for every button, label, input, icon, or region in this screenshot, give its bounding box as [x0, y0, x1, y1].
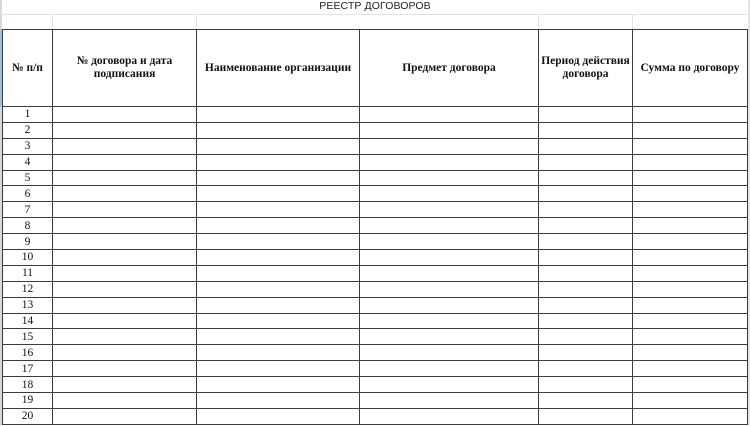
cell-sum[interactable]	[633, 329, 748, 345]
cell-period[interactable]	[539, 186, 633, 202]
table-row	[3, 138, 748, 154]
cell-sum[interactable]	[633, 234, 748, 250]
cell-organization[interactable]	[197, 377, 360, 393]
cell-contract[interactable]	[53, 281, 197, 297]
cell-contract[interactable]	[53, 329, 197, 345]
cell-organization[interactable]	[197, 313, 360, 329]
cell-subject[interactable]	[360, 408, 539, 424]
cell-sum[interactable]	[633, 313, 748, 329]
sheet-title: РЕЕСТР ДОГОВОРОВ	[319, 0, 431, 12]
gridline	[632, 15, 633, 29]
cell-period[interactable]	[539, 265, 633, 281]
cell-organization[interactable]	[197, 234, 360, 250]
header-cell-organization[interactable]: Наименование организации	[197, 30, 360, 107]
table-row	[3, 234, 748, 250]
cell-organization[interactable]	[197, 202, 360, 218]
cell-subject[interactable]	[360, 329, 539, 345]
cell-contract[interactable]	[53, 408, 197, 424]
header-cell-number[interactable]: № п/п	[3, 30, 53, 107]
cell-sum[interactable]	[633, 202, 748, 218]
cell-sum[interactable]	[633, 345, 748, 361]
cell-subject[interactable]	[360, 377, 539, 393]
table-row	[3, 297, 748, 313]
cell-subject[interactable]	[360, 218, 539, 234]
cell-contract[interactable]	[53, 218, 197, 234]
cell-period[interactable]	[539, 408, 633, 424]
cell-subject[interactable]	[360, 361, 539, 377]
cell-period[interactable]	[539, 281, 633, 297]
cell-subject[interactable]	[360, 202, 539, 218]
cell-period[interactable]	[539, 393, 633, 409]
cell-contract[interactable]	[53, 361, 197, 377]
cell-contract[interactable]	[53, 297, 197, 313]
cell-period[interactable]	[539, 138, 633, 154]
table-header-row	[3, 30, 748, 107]
cell-organization[interactable]	[197, 138, 360, 154]
cell-sum[interactable]	[633, 265, 748, 281]
cell-number[interactable]: 8	[3, 218, 53, 234]
table-row	[3, 170, 748, 186]
cell-sum[interactable]	[633, 218, 748, 234]
header-cell-contract[interactable]: № договора и дата подписания	[53, 30, 197, 107]
cell-sum[interactable]	[633, 154, 748, 170]
cell-subject[interactable]	[360, 138, 539, 154]
cell-number[interactable]: 7	[3, 202, 53, 218]
table-row	[3, 377, 748, 393]
cell-sum[interactable]	[633, 393, 748, 409]
cell-period[interactable]	[539, 297, 633, 313]
cell-sum[interactable]	[633, 408, 748, 424]
cell-number[interactable]: 4	[3, 154, 53, 170]
cell-period[interactable]	[539, 107, 633, 123]
cell-sum[interactable]	[633, 122, 748, 138]
cell-contract[interactable]	[53, 345, 197, 361]
cell-period[interactable]	[539, 313, 633, 329]
cell-organization[interactable]	[197, 122, 360, 138]
cell-number[interactable]: 2	[3, 122, 53, 138]
cell-number[interactable]: 20	[3, 408, 53, 424]
cell-sum[interactable]	[633, 186, 748, 202]
gridline	[52, 15, 53, 29]
header-cell-sum[interactable]: Сумма по договору	[633, 30, 748, 107]
blank-row[interactable]	[0, 15, 750, 29]
cell-contract[interactable]	[53, 393, 197, 409]
cell-contract[interactable]	[53, 234, 197, 250]
cell-organization[interactable]	[197, 345, 360, 361]
table-row	[3, 361, 748, 377]
cell-number[interactable]: 6	[3, 186, 53, 202]
cell-number[interactable]: 3	[3, 138, 53, 154]
header-cell-period[interactable]: Период действия договора	[539, 30, 633, 107]
cell-sum[interactable]	[633, 281, 748, 297]
cell-organization[interactable]	[197, 170, 360, 186]
table-row	[3, 281, 748, 297]
cell-contract[interactable]	[53, 202, 197, 218]
table-row	[3, 122, 748, 138]
cell-subject[interactable]	[360, 170, 539, 186]
cell-sum[interactable]	[633, 138, 748, 154]
cell-organization[interactable]	[197, 250, 360, 266]
table-row	[3, 107, 748, 123]
cell-contract[interactable]	[53, 122, 197, 138]
cell-subject[interactable]	[360, 122, 539, 138]
cell-number[interactable]: 15	[3, 329, 53, 345]
cell-number[interactable]: 9	[3, 234, 53, 250]
cell-period[interactable]	[539, 361, 633, 377]
cell-contract[interactable]	[53, 170, 197, 186]
cell-period[interactable]	[539, 250, 633, 266]
table-row	[3, 218, 748, 234]
table-row	[3, 202, 748, 218]
cell-period[interactable]	[539, 122, 633, 138]
contracts-table	[2, 29, 748, 425]
cell-period[interactable]	[539, 377, 633, 393]
cell-organization[interactable]	[197, 281, 360, 297]
cell-number[interactable]: 17	[3, 361, 53, 377]
cell-sum[interactable]	[633, 377, 748, 393]
cell-contract[interactable]	[53, 250, 197, 266]
header-cell-subject[interactable]: Предмет договора	[360, 30, 539, 107]
cell-number[interactable]: 10	[3, 250, 53, 266]
cell-subject[interactable]	[360, 297, 539, 313]
cell-number[interactable]: 12	[3, 281, 53, 297]
cell-subject[interactable]	[360, 186, 539, 202]
cell-period[interactable]	[539, 170, 633, 186]
table-row	[3, 313, 748, 329]
table-row	[3, 393, 748, 409]
cell-subject[interactable]	[360, 281, 539, 297]
cell-number[interactable]: 5	[3, 170, 53, 186]
cell-period[interactable]	[539, 234, 633, 250]
cell-subject[interactable]	[360, 107, 539, 123]
cell-period[interactable]	[539, 345, 633, 361]
cell-organization[interactable]	[197, 265, 360, 281]
cell-subject[interactable]	[360, 313, 539, 329]
cell-period[interactable]	[539, 218, 633, 234]
cell-number[interactable]: 14	[3, 313, 53, 329]
cell-organization[interactable]	[197, 329, 360, 345]
cell-contract[interactable]	[53, 313, 197, 329]
gridline	[538, 15, 539, 29]
cell-contract[interactable]	[53, 154, 197, 170]
cell-number[interactable]: 1	[3, 107, 53, 123]
cell-period[interactable]	[539, 154, 633, 170]
cell-period[interactable]	[539, 329, 633, 345]
cell-sum[interactable]	[633, 170, 748, 186]
cell-sum[interactable]	[633, 361, 748, 377]
cell-sum[interactable]	[633, 107, 748, 123]
cell-subject[interactable]	[360, 154, 539, 170]
cell-organization[interactable]	[197, 393, 360, 409]
cell-number[interactable]: 13	[3, 297, 53, 313]
table-row	[3, 154, 748, 170]
table-row	[3, 408, 748, 424]
cell-subject[interactable]	[360, 234, 539, 250]
cell-organization[interactable]	[197, 218, 360, 234]
table-row	[3, 329, 748, 345]
table-row	[3, 345, 748, 361]
cell-subject[interactable]	[360, 345, 539, 361]
table-row	[3, 250, 748, 266]
cell-sum[interactable]	[633, 297, 748, 313]
cell-organization[interactable]	[197, 154, 360, 170]
title-row[interactable]	[0, 0, 750, 15]
table-row	[3, 186, 748, 202]
cell-period[interactable]	[539, 202, 633, 218]
cell-subject[interactable]	[360, 265, 539, 281]
cell-sum[interactable]	[633, 250, 748, 266]
cell-contract[interactable]	[53, 107, 197, 123]
cell-organization[interactable]	[197, 186, 360, 202]
cell-organization[interactable]	[197, 297, 360, 313]
cell-organization[interactable]	[197, 107, 360, 123]
table-row	[3, 265, 748, 281]
cell-contract[interactable]	[53, 377, 197, 393]
cell-contract[interactable]	[53, 186, 197, 202]
cell-organization[interactable]	[197, 408, 360, 424]
cell-number[interactable]: 11	[3, 265, 53, 281]
gridline	[196, 15, 197, 29]
cell-organization[interactable]	[197, 361, 360, 377]
cell-number[interactable]: 18	[3, 377, 53, 393]
cell-number[interactable]: 16	[3, 345, 53, 361]
cell-subject[interactable]	[360, 250, 539, 266]
cell-contract[interactable]	[53, 265, 197, 281]
cell-subject[interactable]	[360, 393, 539, 409]
cell-contract[interactable]	[53, 138, 197, 154]
cell-number[interactable]: 19	[3, 393, 53, 409]
